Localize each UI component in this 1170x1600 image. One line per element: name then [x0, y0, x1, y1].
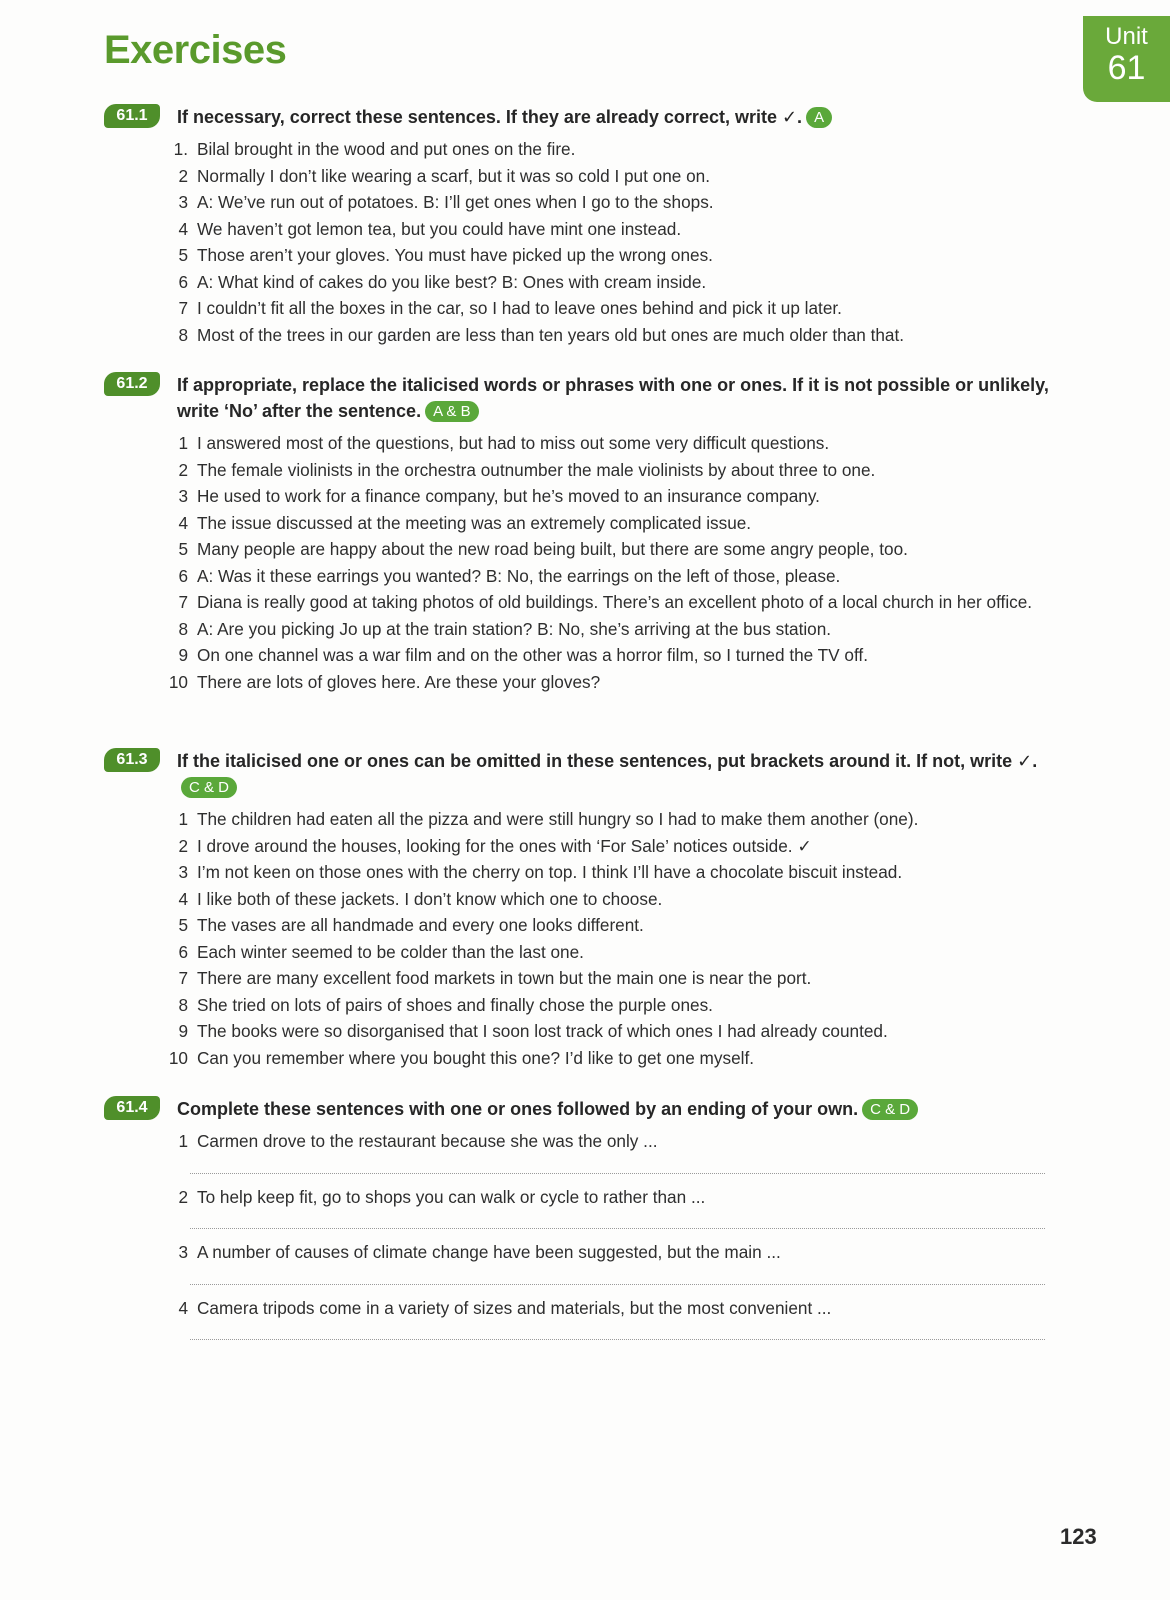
exercise-instruction: If the italicised one or ones can be omitted in these sentences, put brackets around it. If not, write ✓.C & D [177, 751, 1038, 796]
exercise-header [0, 748, 1170, 800]
reference-badge: C & D [862, 1099, 918, 1120]
exercise-item: 7 Diana is really good at taking photos of old buildings. There’s an excellent photo of a local church in her office. [178, 592, 1033, 612]
exercise-items [0, 136, 1170, 348]
exercise-header [0, 1096, 1170, 1122]
exercise-items [0, 806, 1170, 1071]
exercise-item: 2 The female violinists in the orchestra outnumber the male violinists by about three to one. [178, 459, 876, 480]
exercise-item: 7 There are many excellent food markets in town but the main one is near the port. [178, 968, 812, 988]
exercise-item: 6 A: Was it these earrings you wanted? B: No, the earrings on the left of those, please. [178, 565, 841, 586]
exercise-item: 1 I answered most of the questions, but had to miss out some very difficult questions. [178, 433, 830, 453]
exercise-item: 4 The issue discussed at the meeting was an extremely complicated issue. [178, 512, 752, 533]
answer-line[interactable] [190, 1155, 1045, 1174]
exercise-item: 3 I’m not keen on those ones with the cherry on top. I think I’ll have a chocolate biscuit instead. [178, 862, 903, 882]
exercise-number-badge: 61.2 [104, 372, 160, 396]
exercise-item: 10 There are lots of gloves here. Are these your gloves? [168, 671, 601, 692]
exercise-item: 1. Bilal brought in the wood and put ones on the fire. [173, 139, 576, 159]
reference-badge: A [806, 107, 832, 128]
exercise-item: 4 Camera tripods come in a variety of sizes and materials, but the most convenient ... [178, 1297, 832, 1318]
exercise-item: 3 A number of causes of climate change have been suggested, but the main ... [178, 1242, 781, 1262]
reference-badge: C & D [181, 777, 237, 798]
reference-badge: A & B [425, 401, 479, 422]
page-number: 123 [1060, 1524, 1097, 1549]
exercise-61-1 [0, 104, 1170, 348]
exercise-instruction: If necessary, correct these sentences. If they are already correct, write ✓. A [177, 104, 1070, 130]
exercise-item: 10 Can you remember where you bought this one? I’d like to get one myself. [168, 1047, 754, 1068]
exercise-instruction: If appropriate, replace the italicised words or phrases with one or ones. If it is not possible or unlikely, write ‘No’ after the sentence. A & B [177, 375, 1049, 421]
exercise-item: 5 Many people are happy about the new road being built, but there are some angry people, too. [178, 539, 908, 559]
exercise-item: 8 She tried on lots of pairs of shoes and finally chose the purple ones. [178, 994, 713, 1015]
exercise-item: 1 Carmen drove to the restaurant because she was the only ... [178, 1131, 658, 1151]
exercise-item: 1 The children had eaten all the pizza and were still hungry so I had to make them another (one). [178, 809, 919, 829]
exercise-number-badge: 61.1 [104, 104, 160, 128]
unit-tab [1083, 16, 1170, 102]
exercise-item: 3 He used to work for a finance company, but he’s moved to an insurance company. [178, 486, 820, 506]
exercise-item: 4 We haven’t got lemon tea, but you could have mint one instead. [178, 218, 682, 239]
answer-line[interactable] [190, 1266, 1045, 1285]
exercise-61-3 [0, 748, 1170, 1071]
exercise-header [0, 104, 1170, 130]
exercise-header [0, 372, 1170, 424]
exercise-item: 2 Normally I don’t like wearing a scarf, but it was so cold I put one on. [178, 165, 711, 186]
exercise-61-2 [0, 372, 1170, 695]
exercise-item: 6 A: What kind of cakes do you like best? B: Ones with cream inside. [178, 271, 707, 292]
exercise-items [0, 430, 1170, 695]
exercise-item: 3 A: We’ve run out of potatoes. B: I’ll get ones when I go to the shops. [178, 192, 714, 212]
exercise-item: 8 Most of the trees in our garden are less than ten years old but ones are much older than that. [178, 324, 905, 345]
exercise-item: 2 To help keep fit, go to shops you can walk or cycle to rather than ... [178, 1186, 706, 1207]
answer-line[interactable] [190, 1321, 1045, 1340]
unit-number: 61 [1107, 49, 1146, 87]
answer-line[interactable] [190, 1210, 1045, 1229]
exercise-item: 9 The books were so disorganised that I soon lost track of which ones I had already counted. [178, 1021, 888, 1041]
exercise-item: 8 A: Are you picking Jo up at the train station? B: No, she’s arriving at the bus station. [178, 618, 832, 639]
exercise-item: 5 The vases are all handmade and every one looks different. [178, 915, 644, 935]
exercise-item: 2 I drove around the houses, looking for the ones with ‘For Sale’ notices outside. ✓ [178, 835, 812, 856]
exercise-number-badge: 61.3 [104, 748, 160, 772]
unit-label: Unit [1105, 23, 1148, 50]
exercise-instruction: Complete these sentences with one or ones followed by an ending of your own. C & D [177, 1096, 1070, 1122]
exercise-item: 6 Each winter seemed to be colder than the last one. [178, 941, 584, 962]
page-title: Exercises [104, 28, 287, 72]
exercise-item: 4 I like both of these jackets. I don’t know which one to choose. [178, 888, 663, 909]
exercise-number-badge: 61.4 [104, 1096, 160, 1120]
exercise-item: 7 I couldn’t fit all the boxes in the car, so I had to leave ones behind and pick it up later. [178, 298, 842, 318]
exercise-item: 5 Those aren’t your gloves. You must have picked up the wrong ones. [178, 245, 713, 265]
exercise-items [0, 1128, 1170, 1340]
exercise-item: 9 On one channel was a war film and on the other was a horror film, so I turned the TV off. [178, 645, 868, 665]
exercise-61-4 [0, 1096, 1170, 1350]
